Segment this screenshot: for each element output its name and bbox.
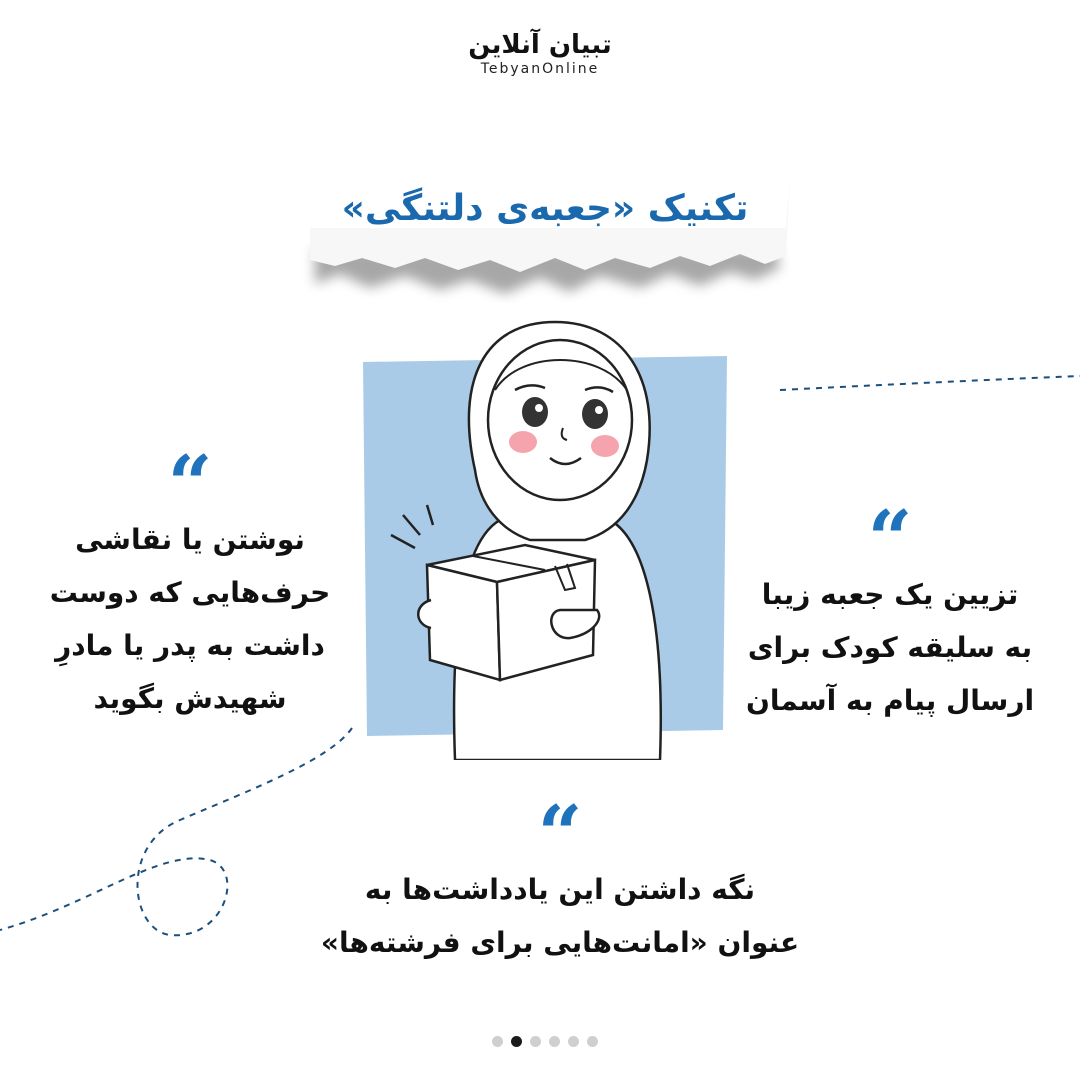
quote-bottom-line: عنوان «امانت‌هایی برای فرشته‌ها» bbox=[320, 926, 800, 959]
quote-mark-icon: “ bbox=[867, 494, 913, 585]
quote-left-line: داشت به پدر یا مادرِ bbox=[55, 629, 325, 662]
pagination-dot[interactable] bbox=[587, 1036, 598, 1047]
quote-bottom-text bbox=[300, 863, 820, 969]
quote-left-line: حرف‌هایی که دوست bbox=[49, 576, 331, 609]
page-title: تکنیک «جعبه‌ی دلتنگی» bbox=[341, 188, 749, 229]
quote-right bbox=[745, 494, 1035, 727]
pagination-dot[interactable] bbox=[530, 1036, 541, 1047]
quote-left-line: نوشتن یا نقاشی bbox=[75, 523, 305, 556]
quote-mark-icon: “ bbox=[537, 789, 583, 880]
quote-mark-icon: “ bbox=[167, 439, 213, 530]
pagination-dot[interactable] bbox=[492, 1036, 503, 1047]
quote-right-line: تزیین یک جعبه زیبا bbox=[761, 578, 1019, 611]
quote-left-text bbox=[40, 513, 340, 725]
quote-bottom bbox=[300, 789, 820, 969]
girl-holding-box-illustration bbox=[355, 320, 735, 760]
pagination-dot-active[interactable] bbox=[511, 1036, 522, 1047]
pagination-dots bbox=[490, 1036, 600, 1048]
quote-right-line: به سلیقه کودک برای bbox=[747, 631, 1033, 664]
pagination-dot[interactable] bbox=[568, 1036, 579, 1047]
quote-left bbox=[40, 439, 340, 725]
brand-name-en: TebyanOnline bbox=[480, 61, 600, 77]
brand-name-fa: تبیان آنلاین bbox=[468, 30, 612, 60]
quote-bottom-line: نگه داشتن این یادداشت‌ها به bbox=[364, 873, 756, 906]
title-banner bbox=[300, 168, 790, 303]
quote-left-line: شهیدش بگوید bbox=[93, 682, 287, 715]
quote-right-line: ارسال پیام به آسمان bbox=[745, 684, 1035, 717]
quote-right-text bbox=[745, 568, 1035, 727]
pagination-dot[interactable] bbox=[549, 1036, 560, 1047]
